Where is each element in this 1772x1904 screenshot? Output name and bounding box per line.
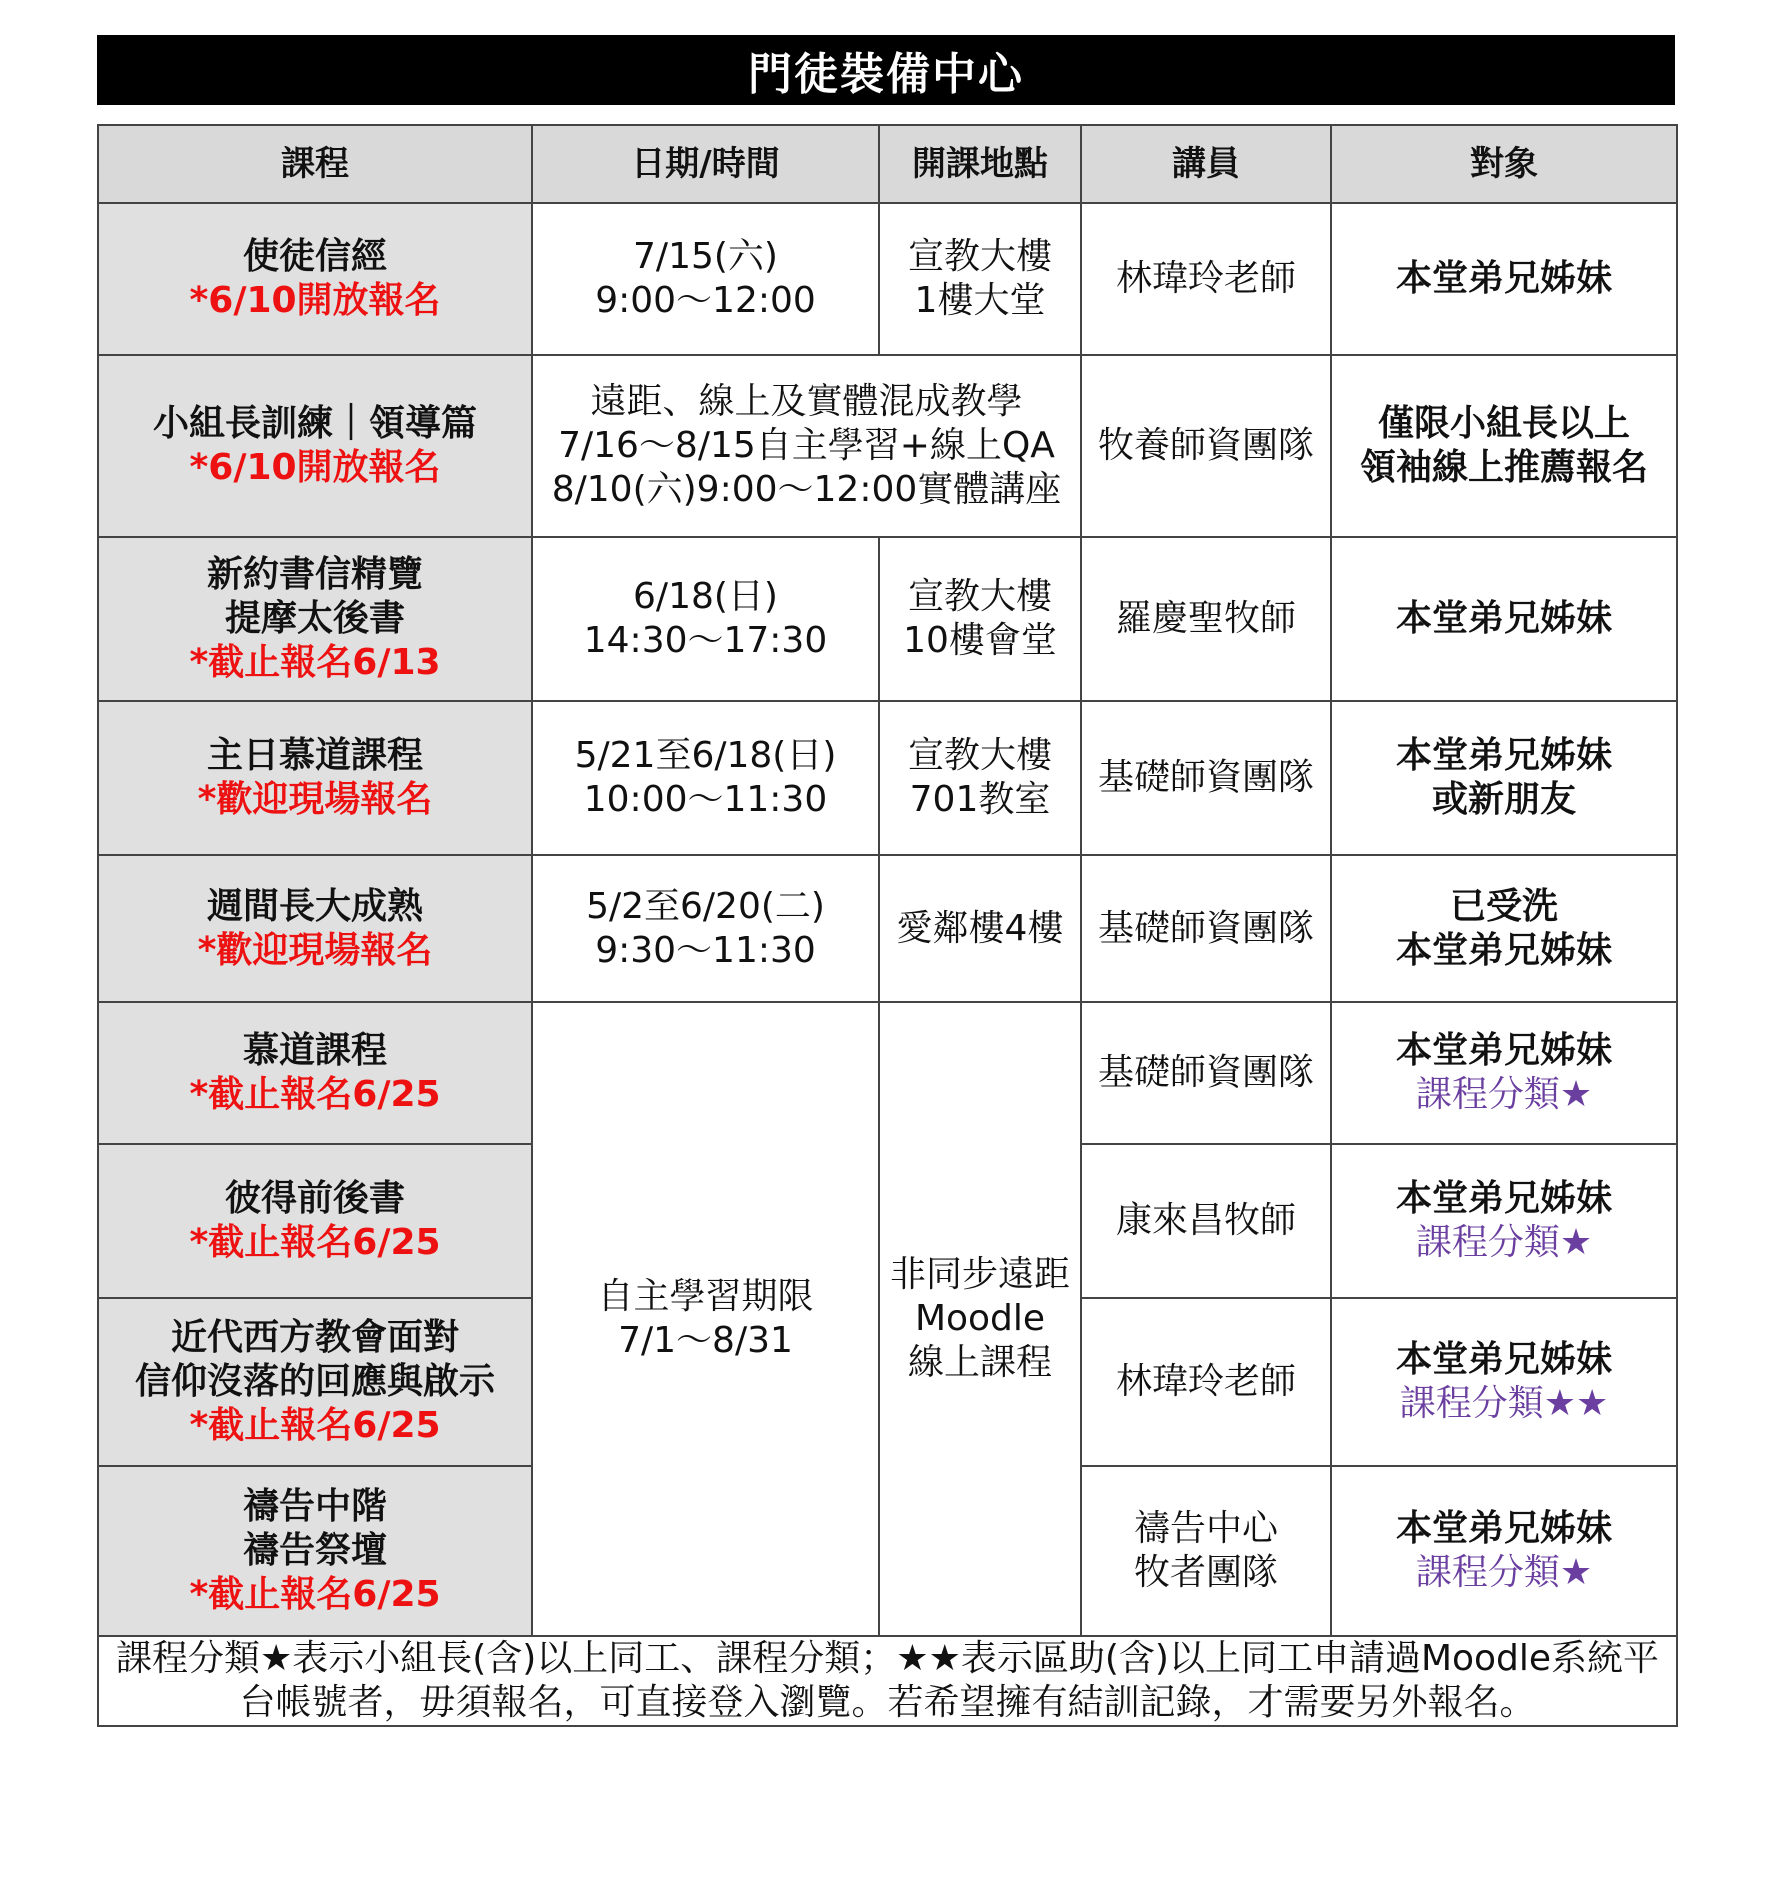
place-line: 宣教大樓 bbox=[907, 735, 1052, 776]
course-cell bbox=[98, 1466, 532, 1636]
registration-note: *截止報名6/25 bbox=[189, 1405, 441, 1446]
speaker-cell bbox=[1081, 537, 1331, 701]
course-name: 週間長大成熟 bbox=[206, 885, 423, 927]
category-label: 課程分類★ bbox=[1415, 1074, 1593, 1115]
course-name: 慕道課程 bbox=[242, 1030, 387, 1071]
table-header-row bbox=[98, 125, 1677, 203]
date-line: 5/21至6/18(日) bbox=[574, 735, 837, 776]
target-line: 已受洗 bbox=[1449, 885, 1558, 927]
table-row bbox=[98, 203, 1677, 355]
course-cell bbox=[98, 355, 532, 537]
speaker-cell bbox=[1081, 1298, 1331, 1466]
place-line: 1樓大堂 bbox=[914, 280, 1046, 321]
target-line: 本堂弟兄姊妹 bbox=[1395, 1178, 1612, 1219]
target-cell bbox=[1331, 203, 1677, 355]
speaker-name: 林瑋玲老師 bbox=[1115, 1361, 1296, 1402]
target-cell bbox=[1331, 701, 1677, 855]
category-label: 課程分類★★ bbox=[1399, 1383, 1609, 1424]
speaker-name: 基礎師資團隊 bbox=[1097, 1052, 1314, 1093]
registration-note: *截止報名6/25 bbox=[189, 1074, 441, 1115]
course-name: 小組長訓練｜領導篇 bbox=[152, 403, 477, 444]
category-label: 課程分類★ bbox=[1415, 1222, 1593, 1263]
target-line: 僅限小組長以上 bbox=[1377, 403, 1630, 444]
table-row bbox=[98, 701, 1677, 855]
speaker-cell bbox=[1081, 701, 1331, 855]
date-cell bbox=[532, 537, 879, 701]
time-line: 10:00～11:30 bbox=[583, 779, 828, 820]
course-cell bbox=[98, 1144, 532, 1298]
header-place: 開課地點 bbox=[879, 125, 1081, 203]
date-line: 6/18(日) bbox=[633, 576, 778, 617]
table-row bbox=[98, 855, 1677, 1002]
date-line: 自主學習期限 bbox=[597, 1276, 814, 1317]
mode-line: 遠距、線上及實體混成教學 bbox=[590, 381, 1023, 422]
speaker-name: 基礎師資團隊 bbox=[1097, 907, 1314, 949]
speaker-name: 羅慶聖牧師 bbox=[1115, 598, 1296, 639]
place-cell bbox=[879, 203, 1081, 355]
table-row bbox=[98, 537, 1677, 701]
speaker-name: 林瑋玲老師 bbox=[1115, 258, 1296, 299]
place-line: 10樓會堂 bbox=[903, 620, 1057, 661]
target-line: 領袖線上推薦報名 bbox=[1359, 447, 1648, 488]
course-name: 提摩太後書 bbox=[224, 598, 405, 639]
target-line: 本堂弟兄姊妹 bbox=[1395, 1339, 1612, 1380]
speaker-cell bbox=[1081, 1144, 1331, 1298]
header-date: 日期/時間 bbox=[532, 125, 879, 203]
speaker-name: 牧者團隊 bbox=[1133, 1552, 1278, 1593]
registration-note: *截止報名6/25 bbox=[189, 1222, 441, 1263]
target-cell bbox=[1331, 1466, 1677, 1636]
speaker-cell bbox=[1081, 1002, 1331, 1144]
course-cell bbox=[98, 1298, 532, 1466]
place-line: Moodle bbox=[914, 1298, 1046, 1339]
course-cell bbox=[98, 537, 532, 701]
header-target: 對象 bbox=[1331, 125, 1677, 203]
time-line: 9:30～11:30 bbox=[595, 929, 816, 971]
target-cell bbox=[1331, 355, 1677, 537]
header-course: 課程 bbox=[98, 125, 532, 203]
target-line: 本堂弟兄姊妹 bbox=[1395, 735, 1612, 776]
target-cell bbox=[1331, 855, 1677, 1002]
speaker-cell bbox=[1081, 855, 1331, 1002]
course-cell bbox=[98, 701, 532, 855]
speaker-name: 基礎師資團隊 bbox=[1097, 757, 1314, 798]
target-line: 本堂弟兄姊妹 bbox=[1395, 1508, 1612, 1549]
target-cell bbox=[1331, 537, 1677, 701]
place-line: 線上課程 bbox=[907, 1342, 1052, 1383]
place-line: 宣教大樓 bbox=[907, 236, 1052, 277]
course-cell bbox=[98, 855, 532, 1002]
speaker-cell bbox=[1081, 203, 1331, 355]
registration-note: *歡迎現場報名 bbox=[197, 929, 433, 971]
date-cell bbox=[532, 855, 879, 1002]
speaker-name: 康來昌牧師 bbox=[1115, 1200, 1296, 1241]
course-name: 禱告中階 bbox=[242, 1486, 387, 1527]
registration-note: *歡迎現場報名 bbox=[197, 779, 433, 820]
course-name: 信仰沒落的回應與啟示 bbox=[134, 1361, 495, 1402]
course-cell bbox=[98, 203, 532, 355]
target-cell bbox=[1331, 1002, 1677, 1144]
page-title: 門徒裝備中心 bbox=[97, 35, 1675, 105]
date-line: 7/16～8/15自主學習+線上QA bbox=[558, 425, 1055, 466]
footnote-row bbox=[98, 1636, 1677, 1726]
category-label: 課程分類★ bbox=[1415, 1552, 1593, 1593]
target-line: 本堂弟兄姊妹 bbox=[1395, 598, 1612, 639]
place-cell bbox=[879, 537, 1081, 701]
date-cell bbox=[532, 203, 879, 355]
place-line: 非同步遠距 bbox=[889, 1254, 1070, 1295]
registration-note: *6/10開放報名 bbox=[189, 280, 441, 321]
shared-place-cell bbox=[879, 1002, 1081, 1636]
speaker-cell bbox=[1081, 1466, 1331, 1636]
course-name: 使徒信經 bbox=[242, 236, 387, 277]
place-cell bbox=[879, 701, 1081, 855]
course-name: 禱告祭壇 bbox=[242, 1530, 387, 1571]
table-row bbox=[98, 1002, 1677, 1144]
date-place-cell bbox=[532, 355, 1081, 537]
header-speaker: 講員 bbox=[1081, 125, 1331, 203]
time-line: 9:00～12:00 bbox=[595, 280, 816, 321]
date-line: 7/15(六) bbox=[633, 236, 778, 277]
time-line: 14:30～17:30 bbox=[583, 620, 828, 661]
speaker-name: 牧養師資團隊 bbox=[1097, 425, 1314, 466]
schedule-table bbox=[97, 124, 1678, 1727]
course-cell bbox=[98, 1002, 532, 1144]
course-name: 新約書信精覽 bbox=[206, 554, 423, 595]
footnote: 課程分類★表示小組長(含)以上同工、課程分類；★★表示區助(含)以上同工申請過Moodle系統平台帳號者，毋須報名，可直接登入瀏覽。若希望擁有結訓記錄，才需要另外報名。 bbox=[98, 1636, 1677, 1726]
course-name: 主日慕道課程 bbox=[206, 735, 423, 776]
target-cell bbox=[1331, 1298, 1677, 1466]
place-cell bbox=[879, 855, 1081, 1002]
target-line: 本堂弟兄姊妹 bbox=[1395, 929, 1612, 971]
target-line: 本堂弟兄姊妹 bbox=[1395, 258, 1612, 299]
place-line: 宣教大樓 bbox=[907, 576, 1052, 617]
shared-date-cell bbox=[532, 1002, 879, 1636]
target-line: 本堂弟兄姊妹 bbox=[1395, 1030, 1612, 1071]
course-name: 近代西方教會面對 bbox=[170, 1317, 459, 1358]
target-line: 或新朋友 bbox=[1431, 779, 1576, 820]
place-line: 701教室 bbox=[909, 779, 1051, 820]
date-line: 7/1～8/31 bbox=[618, 1320, 793, 1361]
target-cell bbox=[1331, 1144, 1677, 1298]
speaker-name: 禱告中心 bbox=[1133, 1508, 1278, 1549]
registration-note: *6/10開放報名 bbox=[189, 447, 441, 488]
speaker-cell bbox=[1081, 355, 1331, 537]
table-row bbox=[98, 355, 1677, 537]
registration-note: *截止報名6/25 bbox=[189, 1574, 441, 1615]
date-line: 5/2至6/20(二) bbox=[586, 885, 825, 927]
course-name: 彼得前後書 bbox=[224, 1178, 405, 1219]
registration-note: *截止報名6/13 bbox=[189, 642, 441, 683]
date-cell bbox=[532, 701, 879, 855]
date-line: 8/10(六)9:00～12:00實體講座 bbox=[551, 469, 1062, 510]
place-line: 愛鄰樓4樓 bbox=[896, 907, 1064, 949]
